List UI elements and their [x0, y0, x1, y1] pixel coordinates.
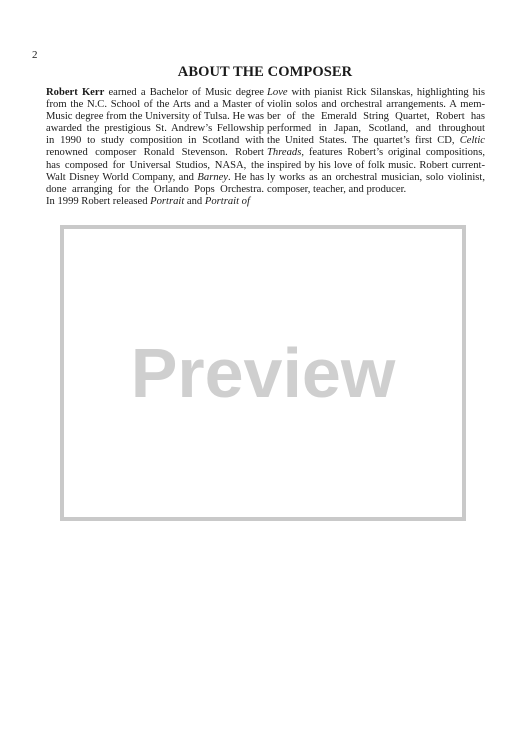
composer-name: Robert Kerr [46, 87, 105, 98]
bio-line [46, 196, 264, 208]
bio-text: ber of the Emerald String Quartet, Robert has [267, 111, 485, 123]
bio-text: , features Robert’s original compositions, [301, 147, 485, 159]
bio-text: Music degree from the University of Tulsa. He was [46, 111, 264, 123]
bio-text: earned a Bachelor of Music degree [104, 87, 265, 98]
bio-text: renowned composer Ronald Stevenson. Robert [46, 147, 264, 159]
bio-text: performed in Japan, Scotland, and throughout [267, 123, 485, 135]
bio-line [46, 87, 264, 99]
bio-text: the United States. The quartet’s first CD, [267, 135, 460, 147]
bio-line [267, 99, 485, 111]
bio-text: composer, teacher, and producer. [267, 183, 407, 195]
bio-text: inspired by his love of folk music. Robert current- [267, 159, 485, 171]
bio-line [46, 172, 264, 184]
bio-text: violin solos and orchestral arrangements. A mem- [267, 99, 485, 111]
bio-text: from the N.C. School of the Arts and a Master of [46, 99, 264, 111]
page-title: ABOUT THE COMPOSER [177, 64, 353, 80]
work-title: Portrait of [204, 195, 250, 207]
bio-text: ly works as an orchestral musician, solo violinist, [267, 171, 485, 183]
bio-line [267, 135, 485, 147]
bio-line [267, 111, 485, 123]
bio-line [267, 87, 485, 99]
bio-line [267, 184, 485, 196]
bio-line [267, 172, 485, 184]
preview-watermark-box [60, 225, 466, 521]
bio-line [267, 160, 485, 172]
bio-line [46, 184, 264, 196]
page-number: 2 [32, 49, 38, 61]
bio-text: in 1990 to study composition in Scotland with [46, 135, 264, 147]
bio-text: In 1999 Robert released [46, 195, 151, 207]
bio-text: done arranging for the Orlando Pops Orchestra. [46, 183, 264, 195]
work-title: Love [267, 87, 288, 98]
bio-text: has composed for Universal Studios, NASA, the [46, 159, 264, 171]
work-title: Barney [197, 171, 229, 183]
preview-watermark-text: Preview [130, 334, 396, 412]
bio-text: Walt Disney World Company, and [46, 171, 198, 183]
bio-text: . He has [228, 171, 265, 183]
bio-line [46, 147, 264, 159]
bio-text: and [184, 195, 205, 207]
bio-line [46, 160, 264, 172]
bio-line [46, 135, 264, 147]
bio-right-column [267, 87, 485, 196]
bio-text: awarded the prestigious St. Andrew’s Fellowship [46, 123, 264, 135]
bio-text: with pianist Rick Silanskas, highlighting his [287, 87, 485, 98]
bio-left-column [46, 87, 264, 208]
work-title: Threads [267, 147, 302, 159]
bio-line [46, 123, 264, 135]
bio-line [46, 111, 264, 123]
bio-line [267, 123, 485, 135]
work-title: Celtic [459, 135, 485, 147]
bio-line [46, 99, 264, 111]
bio-line [267, 147, 485, 159]
work-title: Portrait [150, 195, 185, 207]
